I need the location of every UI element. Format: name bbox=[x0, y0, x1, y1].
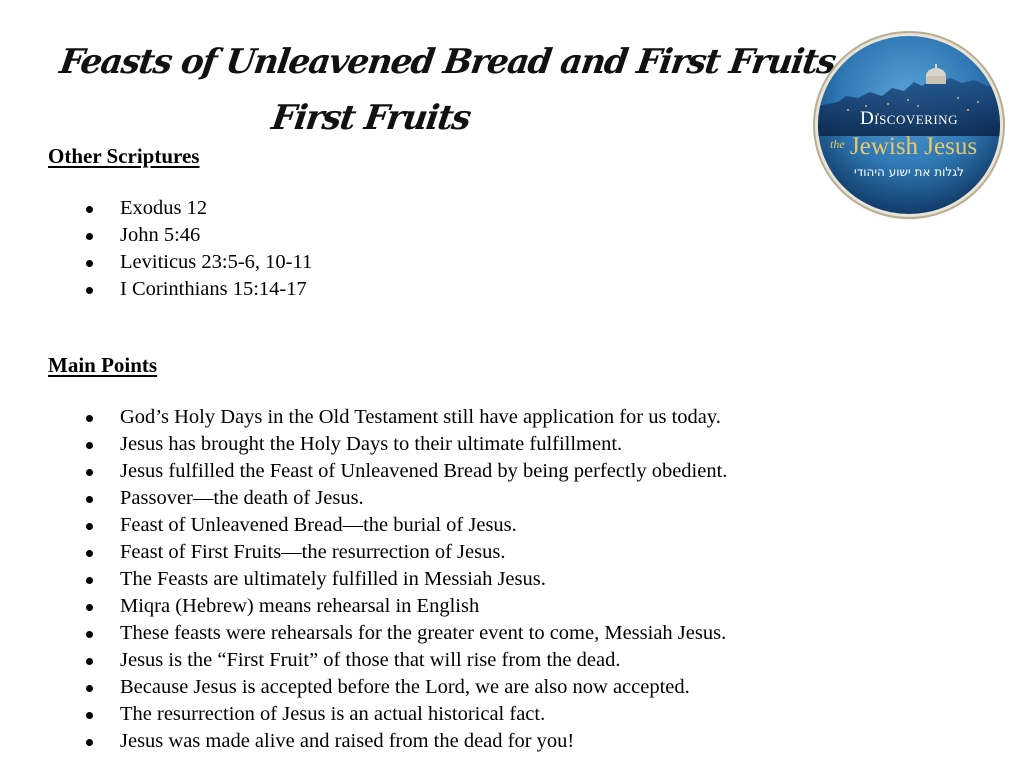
main-point-item-text: The resurrection of Jesus is an actual historical fact. bbox=[120, 703, 546, 725]
bullet-icon bbox=[86, 685, 93, 692]
main-point-item bbox=[0, 485, 727, 512]
logo-line2-small: the bbox=[830, 137, 845, 151]
main-point-item bbox=[0, 593, 727, 620]
main-point-item bbox=[0, 458, 727, 485]
bullet-icon bbox=[86, 658, 93, 665]
bullet-icon bbox=[86, 469, 93, 476]
page-title: Feasts of Unleavened Bread and First Fruits bbox=[57, 42, 838, 82]
bullet-icon bbox=[86, 260, 93, 267]
other-scriptures-heading: Other Scriptures bbox=[48, 144, 200, 168]
main-point-item bbox=[0, 728, 727, 755]
main-point-item bbox=[0, 647, 727, 674]
bullet-icon bbox=[86, 739, 93, 746]
bullet-icon bbox=[86, 415, 93, 422]
main-point-item bbox=[0, 701, 727, 728]
scriptures-list bbox=[0, 195, 312, 303]
bullet-icon bbox=[86, 496, 93, 503]
main-point-item bbox=[0, 431, 727, 458]
bullet-icon bbox=[86, 577, 93, 584]
discovering-jewish-jesus-logo bbox=[818, 36, 1000, 214]
main-point-item-text: Jesus fulfilled the Feast of Unleavened Bread by being perfectly obedient. bbox=[120, 460, 728, 482]
bullet-icon bbox=[86, 631, 93, 638]
main-point-item bbox=[0, 620, 727, 647]
main-point-item bbox=[0, 512, 727, 539]
main-point-item-text: The Feasts are ultimately fulfilled in Messiah Jesus. bbox=[120, 568, 546, 590]
bullet-icon bbox=[86, 233, 93, 240]
main-point-item bbox=[0, 674, 727, 701]
bullet-icon bbox=[86, 604, 93, 611]
page-subtitle: First Fruits bbox=[269, 98, 473, 138]
main-points-list bbox=[0, 404, 727, 755]
scripture-item-text: Leviticus 23:5-6, 10-11 bbox=[120, 251, 313, 273]
main-point-item-text: Miqra (Hebrew) means rehearsal in English bbox=[120, 595, 480, 617]
logo-line2-big: Jewish Jesus bbox=[850, 133, 978, 160]
main-point-item-text: Feast of First Fruits—the resurrection of Jesus. bbox=[120, 541, 506, 563]
bullet-icon bbox=[86, 287, 93, 294]
scripture-item bbox=[0, 276, 312, 303]
bullet-icon bbox=[86, 550, 93, 557]
bullet-icon bbox=[86, 206, 93, 213]
main-point-item-text: Because Jesus is accepted before the Lord, we are also now accepted. bbox=[120, 676, 690, 698]
bullet-icon bbox=[86, 442, 93, 449]
main-point-item-text: These feasts were rehearsals for the greater event to come, Messiah Jesus. bbox=[120, 622, 727, 644]
logo-graphic bbox=[818, 36, 1000, 214]
scripture-item bbox=[0, 222, 312, 249]
bullet-icon bbox=[86, 712, 93, 719]
scripture-item-text: Exodus 12 bbox=[120, 197, 208, 219]
logo-hebrew: לגלות את ישוע היהודי bbox=[854, 165, 964, 179]
scripture-item-text: I Corinthians 15:14-17 bbox=[120, 278, 307, 300]
bullet-icon bbox=[86, 523, 93, 530]
main-point-item-text: Feast of Unleavened Bread—the burial of Jesus. bbox=[120, 514, 517, 536]
main-point-item-text: God’s Holy Days in the Old Testament still have application for us today. bbox=[120, 406, 721, 428]
main-point-item-text: Jesus has brought the Holy Days to their ultimate fulfillment. bbox=[120, 433, 623, 455]
logo-line1: Discovering bbox=[860, 108, 958, 129]
main-point-item bbox=[0, 539, 727, 566]
scripture-item bbox=[0, 195, 312, 222]
main-points-heading: Main Points bbox=[48, 353, 158, 377]
main-point-item bbox=[0, 404, 727, 431]
main-point-item bbox=[0, 566, 727, 593]
scripture-item-text: John 5:46 bbox=[120, 224, 201, 246]
main-point-item-text: Jesus was made alive and raised from the dead for you! bbox=[120, 730, 575, 752]
main-point-item-text: Passover—the death of Jesus. bbox=[120, 487, 364, 509]
main-point-item-text: Jesus is the “First Fruit” of those that will rise from the dead. bbox=[120, 649, 621, 671]
scripture-item bbox=[0, 249, 312, 276]
